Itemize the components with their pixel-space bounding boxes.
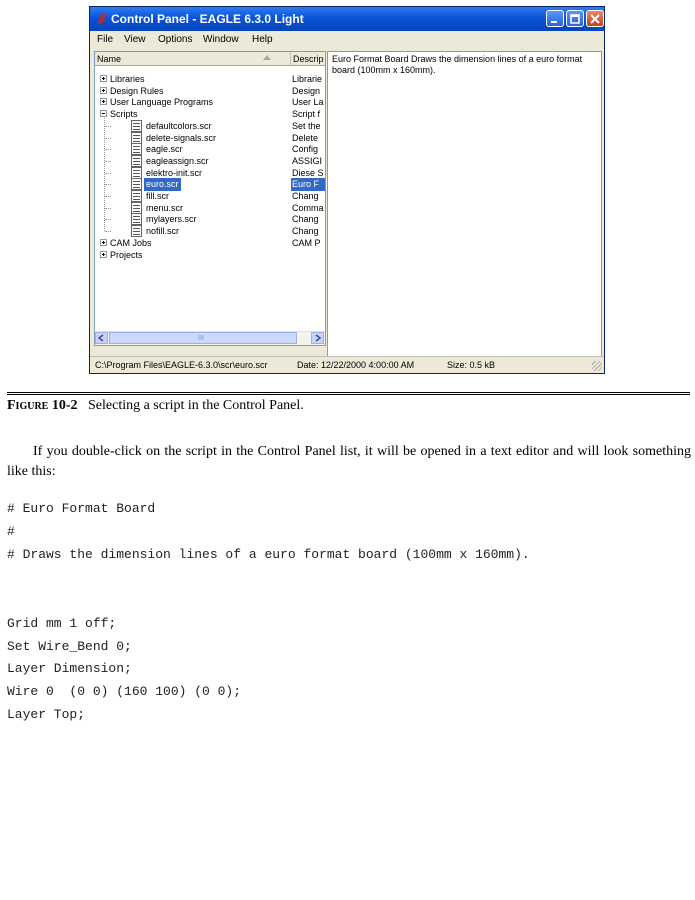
tree-pane[interactable] (94, 51, 326, 346)
tree-item-label: Projects (110, 249, 143, 260)
scroll-left-button[interactable] (95, 332, 108, 344)
column-header-name[interactable] (95, 52, 291, 66)
scroll-right-button[interactable] (311, 332, 324, 344)
expand-plus-icon[interactable] (100, 239, 107, 246)
code-line: Layer Top; (7, 707, 86, 722)
tree-connector-line (105, 126, 111, 127)
tree-item-description: Chang (292, 191, 319, 201)
scroll-thumb[interactable] (109, 332, 297, 344)
menu-help[interactable]: Help (252, 34, 273, 45)
tree-connector-line (105, 138, 111, 139)
script-file-icon (131, 202, 142, 214)
sort-arrow-icon (263, 55, 271, 60)
control-panel-window (89, 6, 605, 374)
tree-item-label: Design Rules (110, 85, 164, 96)
tree-item-description (291, 249, 326, 262)
maximize-button[interactable] (566, 10, 584, 27)
menu-window[interactable]: Window (203, 34, 239, 45)
code-line: Wire 0 (0 0) (160 100) (0 0); (7, 684, 242, 699)
code-line: # (7, 524, 15, 539)
tree-item-description: Script f (292, 109, 321, 120)
caption-rule-bottom (7, 394, 690, 395)
maximize-icon (569, 13, 581, 25)
tree-item-label: Scripts (110, 109, 138, 120)
tree-item-label: User Language Programs (110, 97, 214, 108)
description-pane (327, 51, 602, 357)
tree-item-label: CAM Jobs (110, 237, 152, 248)
minimize-button[interactable] (546, 10, 564, 27)
tree-item-label: eagle.scr (146, 144, 183, 155)
menu-bar (90, 31, 604, 50)
tree-item-label: defaultcolors.scr (146, 120, 212, 131)
expand-plus-icon[interactable] (100, 75, 107, 82)
script-file-icon (131, 178, 142, 190)
tree-item-description: Librarie (292, 74, 323, 84)
tree-item-description: User La (292, 97, 324, 108)
tree-item-description: Comma (292, 202, 324, 213)
code-line: Layer Dimension; (7, 661, 132, 676)
collapse-minus-icon[interactable] (100, 110, 107, 117)
close-icon (589, 13, 601, 25)
tree-item-label: euro.scr (146, 179, 179, 190)
script-file-icon (131, 120, 142, 132)
status-bar (90, 356, 604, 373)
scroll-thumb-grip: III (198, 335, 204, 342)
status-path: C:\Program Files\EAGLE-6.3.0\scr\euro.scr (95, 360, 268, 370)
tree-item-description: Set the (292, 120, 321, 131)
tree-row[interactable] (95, 249, 325, 262)
code-line: # Euro Format Board (7, 501, 156, 516)
code-line: Set Wire_Bend 0; (7, 639, 132, 654)
figure-caption-text: Selecting a script in the Control Panel. (88, 398, 304, 413)
tree-item-description: Config (292, 144, 319, 155)
tree-connector-line (105, 173, 111, 174)
title-bar[interactable] (90, 7, 604, 31)
expand-plus-icon[interactable] (100, 87, 107, 94)
menu-options[interactable]: Options (158, 34, 193, 45)
status-date: Date: 12/22/2000 4:00:00 AM (297, 360, 415, 370)
tree-item-label: mylayers.scr (146, 214, 197, 225)
tree-connector-line (105, 161, 111, 162)
eagle-app-icon (96, 12, 108, 25)
close-button[interactable] (586, 10, 604, 27)
tree-connector-line (105, 184, 111, 185)
tree-item-description: Chang (292, 226, 319, 237)
script-file-icon (131, 190, 142, 202)
tree-connector-line (105, 149, 111, 150)
body-paragraph: If you double-click on the script in the Control Panel list, it will be opened in a text editor and will look something like this: (7, 444, 691, 479)
tree-item-description: Delete (292, 132, 319, 143)
window-title: Control Panel - EAGLE 6.3.0 Light (111, 12, 304, 26)
menu-file[interactable]: File (97, 34, 114, 45)
tree-connector-line (105, 219, 111, 220)
script-file-icon (131, 143, 142, 155)
script-file-icon (131, 167, 142, 179)
tree-item-description: ASSIGI (292, 155, 323, 166)
expand-plus-icon[interactable] (100, 98, 107, 105)
tree-item-label: Libraries (110, 74, 145, 84)
minimize-icon (549, 13, 561, 25)
caption-rule-top (7, 392, 690, 393)
menu-view[interactable]: View (124, 34, 146, 45)
arrow-left-icon (96, 333, 107, 343)
tree-connector-line (105, 231, 111, 232)
column-header-description[interactable] (291, 52, 326, 66)
tree-item-description: Diese S (292, 167, 324, 178)
tree-item-label: eagleassign.scr (146, 155, 209, 166)
expand-plus-icon[interactable] (100, 251, 107, 258)
code-line: # Draws the dimension lines of a euro format board (100mm x 160mm). (7, 547, 530, 562)
code-line: Grid mm 1 off; (7, 616, 117, 631)
tree-item-label: nofill.scr (146, 226, 180, 237)
tree-connector-line (105, 196, 111, 197)
tree-connector-line (105, 208, 111, 209)
tree-item-description: Euro F (291, 178, 326, 191)
tree-item-label: elektro-init.scr (146, 167, 203, 178)
script-file-icon (131, 213, 142, 225)
tree-item-label: menu.scr (146, 202, 184, 213)
tree-item-description: Chang (292, 214, 319, 225)
column-header-name-label: Name (97, 54, 122, 64)
horizontal-scrollbar[interactable] (95, 331, 325, 345)
figure-label: Figure 10-2 (7, 398, 78, 413)
tree-item-description: Design (292, 85, 321, 96)
tree-item-label: delete-signals.scr (146, 132, 217, 143)
tree-item-description: CAM P (292, 237, 321, 248)
figure-caption (7, 398, 304, 414)
arrow-right-icon (312, 333, 323, 343)
resize-grip-icon[interactable] (592, 361, 602, 371)
script-file-icon (131, 225, 142, 237)
script-file-icon (131, 155, 142, 167)
status-size: Size: 0.5 kB (447, 360, 496, 370)
script-file-icon (131, 132, 142, 144)
column-header-description-label: Descrip (293, 54, 324, 64)
tree-item-label: fill.scr (146, 191, 169, 201)
description-text: Euro Format Board Draws the dimension lines of a euro format board (100mm x 160mm). (332, 54, 583, 75)
